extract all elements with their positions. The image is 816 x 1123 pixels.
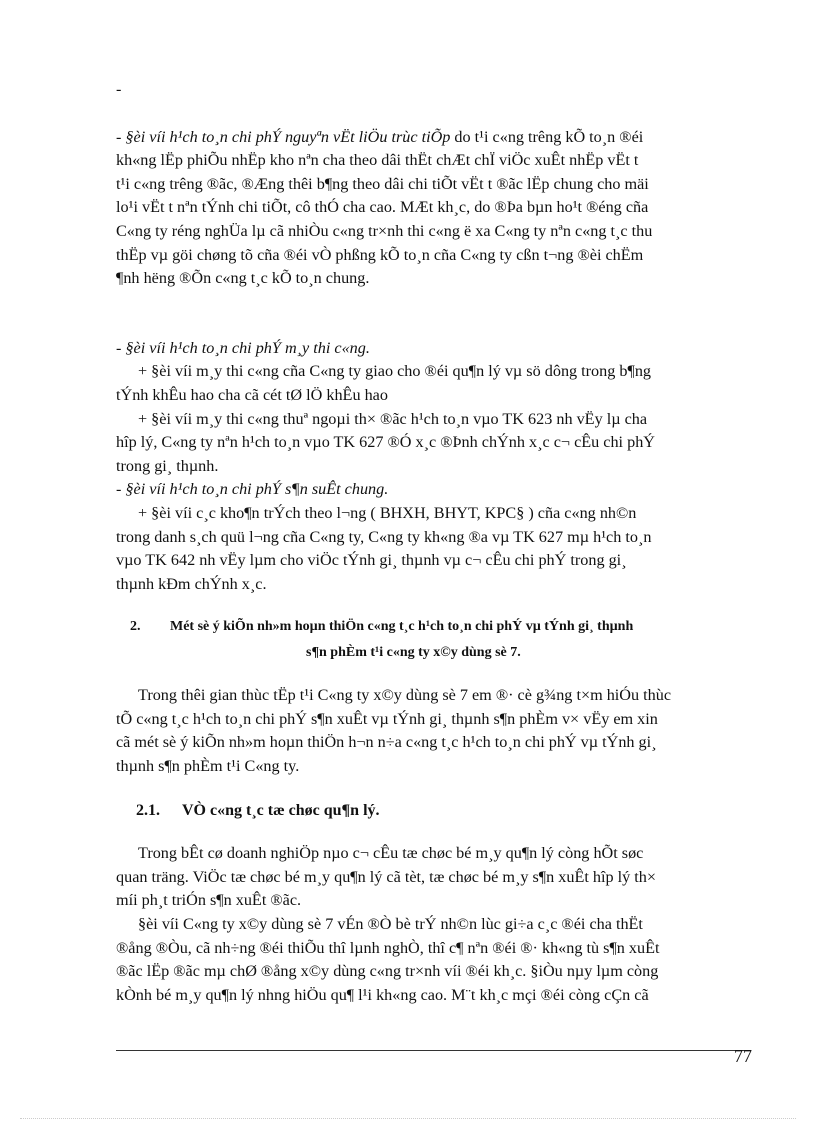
subheading-overhead-costs: - §èi víi h¹ch to¸n chi phÝ s¶n suÊt chung. <box>116 480 389 499</box>
text-line: Trong bÊt cø doanh nghiÖp nµo c¬ cÊu tæ chøc bé m¸y qu¶n lý còng hÕt søc <box>138 844 644 863</box>
section-title: VÒ c«ng t¸c tæ chøc qu¶n lý. <box>182 801 380 819</box>
text-line: C«ng ty réng nghÜa lµ cã nhiÒu c«ng tr×nh thi c«ng ë xa C«ng ty nªn c«ng t¸c thu <box>116 221 653 240</box>
text-line: ®ång ®Òu, cã nh÷ng ®éi thiÕu thî lµnh nghÒ, thî c¶ nªn ®éi ®· kh«ng tù s¶n xuÊt <box>116 938 660 957</box>
document-body <box>116 78 752 1007</box>
text-line: trong gi¸ thµnh. <box>116 456 219 475</box>
text-line: cã mét sè ý kiÕn nh»m hoµn thiÖn h¬n n÷a c«ng t¸c h¹ch to¸n chi phÝ vµ tÝnh gi¸ <box>116 733 657 752</box>
text-line: lo¹i vËt t nªn tÝnh chi tiÕt, cô thÓ cha cao. MÆt kh¸c, do ®Þa bµn ho¹t ®éng cña <box>116 198 649 217</box>
footer-rule <box>116 1050 750 1051</box>
section-2-line-2: s¶n phÈm t¹i c«ng ty x©y dùng sè 7. <box>306 645 521 661</box>
text-line: quan träng. ViÖc tæ chøc bé m¸y qu¶n lý cã tèt, tæ chøc bé m¸y s¶n xuÊt hîp lý th× <box>116 867 656 886</box>
subheading-machine-costs: - §èi víi h¹ch to¸n chi phÝ m¸y thi c«ng. <box>116 338 370 357</box>
text-line: tÕ c«ng t¸c h¹ch to¸n chi phÝ s¶n xuÊt vµ tÝnh gi¸ thµnh s¶n phÈm v× vËy em xin <box>116 709 658 728</box>
top-dash: - <box>116 80 122 98</box>
text-line-italic-lead: - §èi víi h¹ch to¸n chi phÝ nguyªn vËt liÖu trùc tiÕp do t¹i c«ng trêng kÕ to¸n ®éi <box>116 127 644 146</box>
text-line: trong danh s¸ch quü l¬ng cña C«ng ty, C«ng ty kh«ng ®a vµ TK 627 mµ h¹ch to¸n <box>116 527 652 546</box>
text-line: hîp lý, C«ng ty nªn h¹ch to¸n vµo TK 627 ®Ó x¸c ®Þnh chÝnh x¸c c¬ cÊu chi phÝ <box>116 433 655 452</box>
text-line: kÒnh bé m¸y qu¶n lý nhng hiÖu qu¶ l¹i kh«ng cao. M¨t kh¸c mçi ®éi còng cÇn cã <box>116 985 649 1004</box>
text-line: Trong thêi gian thùc tËp t¹i C«ng ty x©y dùng sè 7 em ®· cè g¾ng t×m hiÓu thùc <box>138 686 672 705</box>
text-line: ®ãc lËp ®ãc mµ chØ ®ång x©y dùng c«ng tr×nh víi ®éi kh¸c. §iÒu nµy lµm còng <box>116 962 659 981</box>
text-line <box>116 126 752 150</box>
text-line: + §èi víi m¸y thi c«ng thuª ngoµi th× ®ãc h¹ch to¸n vµo TK 623 nh vËy lµ cha <box>138 409 648 428</box>
text-line: t¹i c«ng trêng ®ãc, ®Æng thêi b¶ng theo dâi chi tiÕt vËt t ®ãc lËp chung cho mäi <box>116 174 649 193</box>
text-line: §èi víi C«ng ty x©y dùng sè 7 vÉn ®Ò bè trÝ nh©n lùc gi÷a c¸c ®éi cha thËt <box>138 915 643 934</box>
text-line: tÝnh khÊu hao cha cã cét tØ lÖ khÊu hao <box>116 385 388 404</box>
text-line: vµo TK 642 nh vËy lµm cho viÖc tÝnh gi¸ thµnh vµ c¬ cÊu chi phÝ trong gi¸ <box>116 551 627 570</box>
text-line: ¶nh hëng ®Õn c«ng t¸c kÕ to¸n chung. <box>116 269 370 288</box>
section-number: 2. <box>130 619 141 635</box>
paragraph-workforce <box>116 913 752 1007</box>
text-line: thµnh kÐm chÝnh x¸c. <box>116 574 267 593</box>
text-line: thËp vµ göi chøng tõ cña ®éi vÒ phßng kÕ to¸n cña C«ng ty cßn t¬ng ®èi chËm <box>116 245 644 264</box>
paragraph-machine-and-overhead <box>116 337 752 597</box>
paragraph-intro <box>116 684 752 778</box>
paragraph-organization <box>116 842 752 913</box>
text-line: + §èi víi c¸c kho¶n trÝch theo l¬ng ( BHXH, BHYT, KPC§ ) cña c«ng nh©n <box>138 503 637 522</box>
text-line: míi ph¸t triÓn s¶n xuÊt ®ãc. <box>116 891 302 910</box>
section-2-heading <box>116 614 752 666</box>
text-line: + §èi víi m¸y thi c«ng cña C«ng ty giao cho ®éi qu¶n lý vµ sö dông trong b¶ng <box>138 362 652 381</box>
text-line: thµnh s¶n phÈm t¹i C«ng ty. <box>116 757 300 776</box>
text-line: kh«ng lËp phiÕu nhËp kho nªn cha theo dâi thËt chÆt chÏ viÖc xuÊt nhËp vËt t <box>116 151 639 170</box>
paragraph-material-costs <box>116 126 752 291</box>
section-2-line-1 <box>116 614 752 640</box>
page-number: 77 <box>734 1046 752 1066</box>
section-title-line-1: Mét sè ý kiÕn nh»m hoµn thiÖn c«ng t¸c h¹ch to¸n chi phÝ vµ tÝnh gi¸ thµnh <box>170 619 634 635</box>
section-number: 2.1. <box>136 801 160 819</box>
section-2-1-heading <box>116 799 752 823</box>
page-bottom-border <box>20 1118 796 1119</box>
